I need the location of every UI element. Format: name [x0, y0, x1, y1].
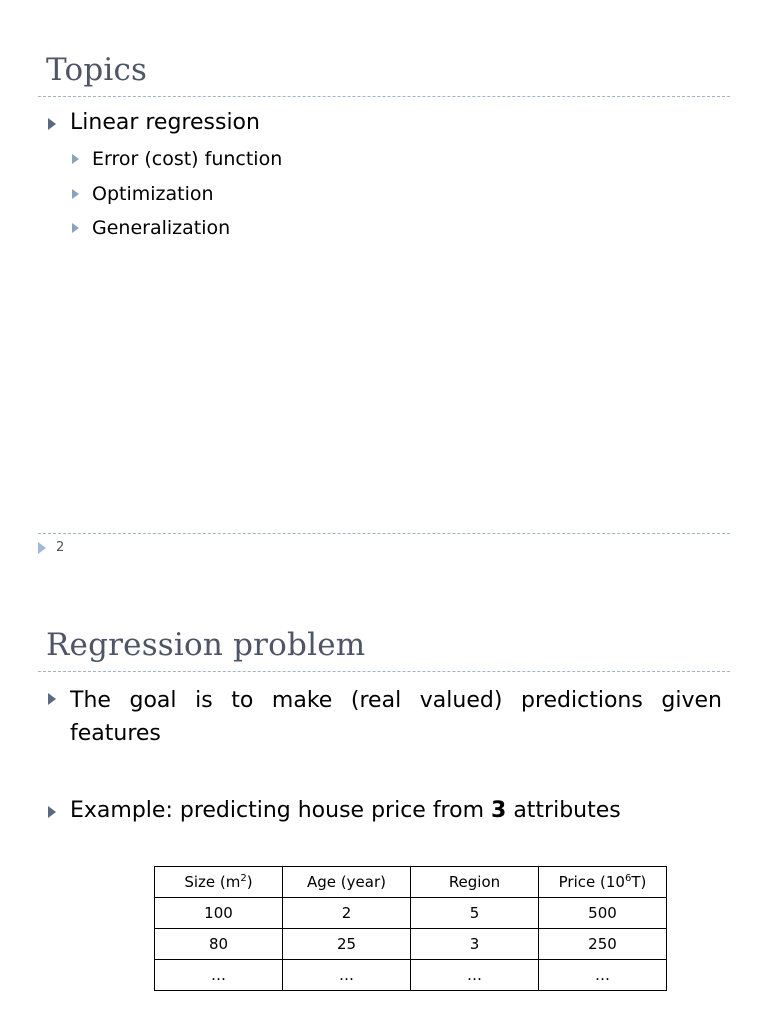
table-cell: 100	[155, 898, 283, 929]
table-header-row	[155, 867, 667, 898]
slide-title: Regression problem	[46, 627, 366, 663]
triangle-bullet-icon	[72, 223, 79, 233]
example-suffix: attributes	[513, 798, 621, 823]
bullet-item	[48, 798, 621, 823]
bullet-label: Optimization	[92, 183, 214, 205]
triangle-bullet-icon	[72, 154, 79, 164]
bullet-paragraph	[70, 684, 722, 750]
page-number	[38, 540, 64, 555]
header-size: Size $(m^2)$	[155, 867, 283, 898]
sub-bullet-item	[72, 217, 230, 239]
slide-title: Topics	[46, 52, 148, 88]
table-cell: 250	[539, 929, 667, 960]
sub-bullet-item	[72, 183, 214, 205]
table-cell: 3	[411, 929, 539, 960]
bullet-label: Error (cost) function	[92, 148, 283, 170]
title-divider	[38, 671, 730, 672]
bullet-line: The goal is to make (real valued) predictions given	[70, 688, 722, 713]
bullet-marker	[48, 685, 70, 705]
table-cell: …	[155, 960, 283, 991]
sub-bullet-item	[72, 148, 282, 170]
house-price-table	[154, 866, 667, 991]
table-row	[155, 929, 667, 960]
bullet-item	[48, 110, 260, 135]
triangle-bullet-icon	[48, 118, 56, 130]
example-label: Example:	[70, 798, 173, 823]
triangle-bullet-icon	[72, 189, 79, 199]
attribute-count: 3	[491, 798, 507, 823]
table-cell: …	[539, 960, 667, 991]
bullet-label: Generalization	[92, 217, 231, 239]
header-region: Region	[411, 867, 539, 898]
header-age: Age (year)	[283, 867, 411, 898]
footer-divider	[38, 533, 730, 534]
title-divider	[38, 96, 730, 97]
bullet-line: features	[70, 721, 161, 746]
table-cell: …	[411, 960, 539, 991]
table-cell: …	[283, 960, 411, 991]
table-cell: 5	[411, 898, 539, 929]
page-number-text: 2	[56, 540, 65, 555]
example-text: predicting house price from	[179, 798, 485, 823]
table-row	[155, 898, 667, 929]
table-cell: 2	[283, 898, 411, 929]
table-cell: 500	[539, 898, 667, 929]
triangle-bullet-icon	[48, 806, 56, 818]
table-cell: 25	[283, 929, 411, 960]
triangle-bullet-icon	[48, 693, 56, 705]
triangle-footer-icon	[38, 542, 46, 554]
header-price: Price $(10^6T)$	[539, 867, 667, 898]
table-row	[155, 960, 667, 991]
table-cell: 80	[155, 929, 283, 960]
bullet-label: Linear regression	[70, 110, 260, 135]
slide-regression-problem	[0, 575, 768, 1024]
